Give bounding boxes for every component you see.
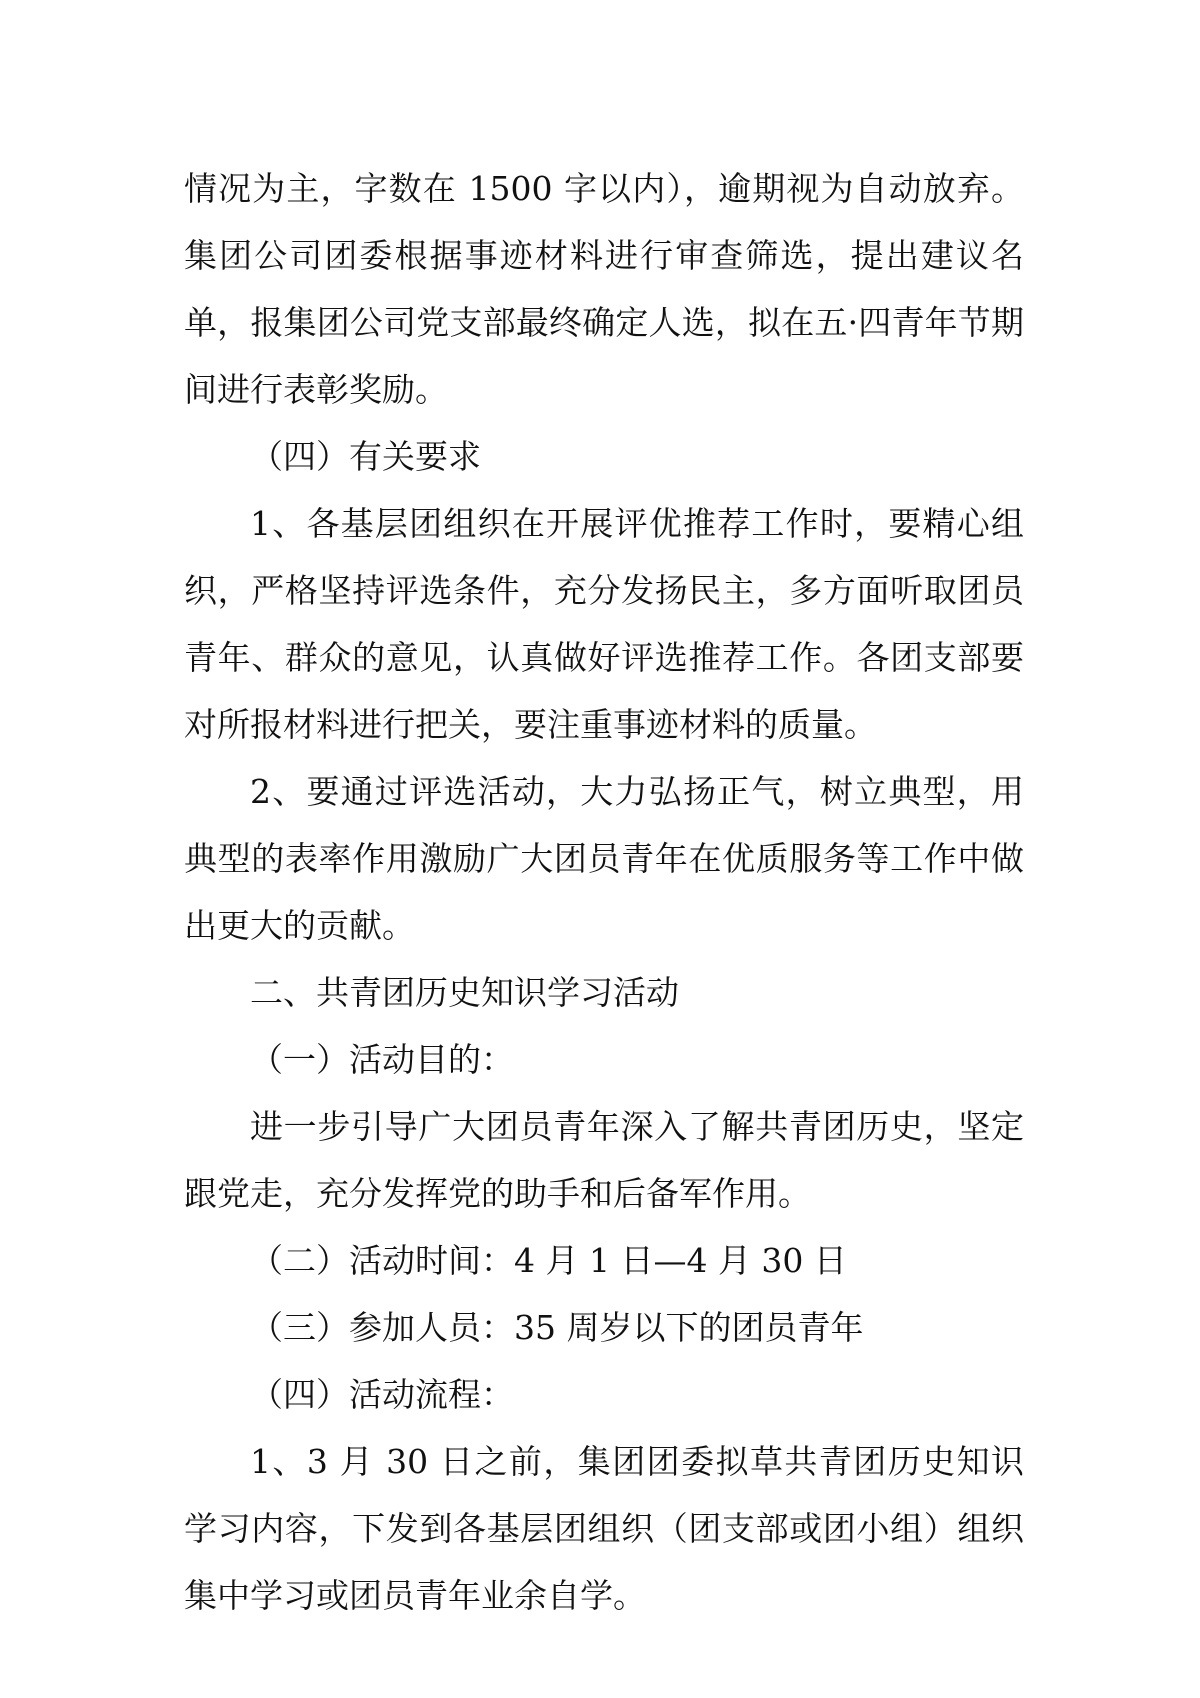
requirement-item-1: 1、各基层团组织在开展评优推荐工作时，要精心组织，严格坚持评选条件，充分发扬民主，多方面听取团员青年、群众的意见，认真做好评选推荐工作。各团支部要对所报材料进行把关，要注重事迹材料的质量。 xyxy=(184,504,1024,744)
section-heading-requirements: （四）有关要求 xyxy=(250,437,481,476)
line-activity-time: （二）活动时间：4 月 1 日—4 月 30 日 xyxy=(250,1241,847,1280)
line-participants: （三）参加人员：35 周岁以下的团员青年 xyxy=(250,1308,864,1347)
subheading-activity-process: （四）活动流程： xyxy=(250,1375,514,1414)
subheading-activity-purpose: （一）活动目的： xyxy=(250,1040,514,1079)
section-heading-history-activity: 二、共青团历史知识学习活动 xyxy=(250,973,679,1012)
paragraph-activity-purpose: 进一步引导广大团员青年深入了解共青团历史，坚定跟党走，充分发挥党的助手和后备军作用。 xyxy=(184,1107,1024,1213)
requirement-item-2: 2、要通过评选活动，大力弘扬正气，树立典型，用典型的表率作用激励广大团员青年在优质服务等工作中做出更大的贡献。 xyxy=(184,772,1024,945)
process-item-1: 1、3 月 30 日之前，集团团委拟草共青团历史知识学习内容，下发到各基层团组织（团支部或团小组）组织集中学习或团员青年业余自学。 xyxy=(184,1442,1024,1615)
document-body xyxy=(184,155,1024,1629)
paragraph-continuation: 情况为主，字数在 1500 字以内），逾期视为自动放弃。集团公司团委根据事迹材料进行审查筛选，提出建议名单，报集团公司党支部最终确定人选，拟在五·四青年节期间进行表彰奖励。 xyxy=(184,169,1024,409)
